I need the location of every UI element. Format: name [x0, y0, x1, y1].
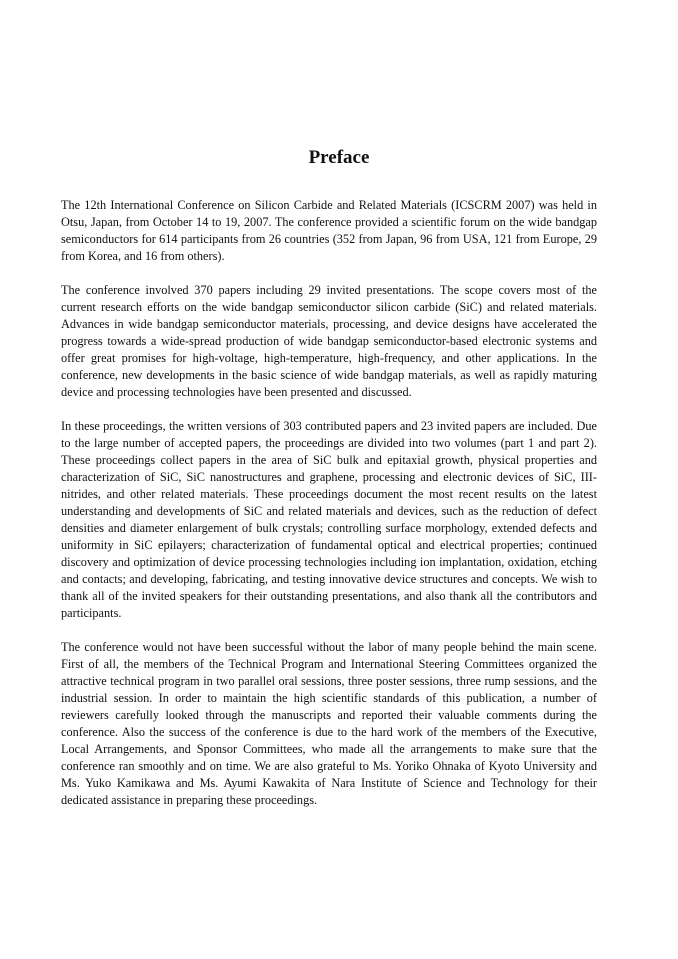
paragraph-acknowledgements: The conference would not have been successful without the labor of many people behind the main scene. First of all, the members of the Technical Program and International Steering Committees organized the attractive technical program in two parallel oral sessions, three poster sessions, three rump sessions, and the industrial session. In order to maintain the high scientific standards of this publication, a number of reviewers carefully looked through the manuscripts and reported their valuable comments during the conference. Also the success of the conference is due to the hard work of the members of the Executive, Local Arrangements, and Sponsor Committees, who made all the arrangements to make sure that the conference ran smoothly and on time. We are also grateful to Ms. Yoriko Ohnaka of Kyoto University and Ms. Yuko Kamikawa and Ms. Ayumi Kawakita of Nara Institute of Science and Technology for their dedicated assistance in preparing these proceedings. [61, 640, 597, 807]
paragraph-proceedings: In these proceedings, the written versions of 303 contributed papers and 23 invited papers are included. Due to the large number of accepted papers, the proceedings are divided into two volumes (part 1 and part 2). These proceedings collect papers in the area of SiC bulk and epitaxial growth, physical properties and characterization of SiC, SiC nanostructures and graphene, processing and electronic devices of SiC, III-nitrides, and other related materials. These proceedings document the most recent results on the latest understanding and developments of SiC and related materials and devices, such as the reduction of defect densities and diameter enlargement of bulk crystals; controlling surface morphology, extended defects and uniformity in SiC epilayers; characterization of fundamental optical and electrical properties; continued discovery and optimization of device processing technologies including ion implantation, oxidation, etching and contacts; and developing, fabricating, and testing innovative device structures and concepts. We wish to thank all of the invited speakers for their outstanding presentations, and also thank all the contributors and participants. [61, 419, 597, 620]
paragraph-conference-overview: The 12th International Conference on Silicon Carbide and Related Materials (ICSCRM 2007) was held in Otsu, Japan, from October 14 to 19, 2007. The conference provided a scientific forum on the wide bandgap semiconductors for 614 participants from 26 countries (352 from Japan, 96 from USA, 121 from Europe, 29 from Korea, and 16 from others). [61, 198, 597, 263]
preface-body [61, 197, 597, 826]
page-title: Preface [308, 147, 370, 168]
paragraph-scope: The conference involved 370 papers including 29 invited presentations. The scope covers most of the current research efforts on the wide bandgap semiconductor silicon carbide (SiC) and related materials. Advances in wide bandgap semiconductor materials, processing, and device designs have accelerated the progress towards a wide-spread production of wide bandgap semiconductor-based electronic systems and offer great promises for high-voltage, high-temperature, high-frequency, and other applications. In the conference, new developments in the basic science of wide bandgap materials, as well as rapidly maturing device and processing technologies have been presented and discussed. [61, 283, 597, 399]
